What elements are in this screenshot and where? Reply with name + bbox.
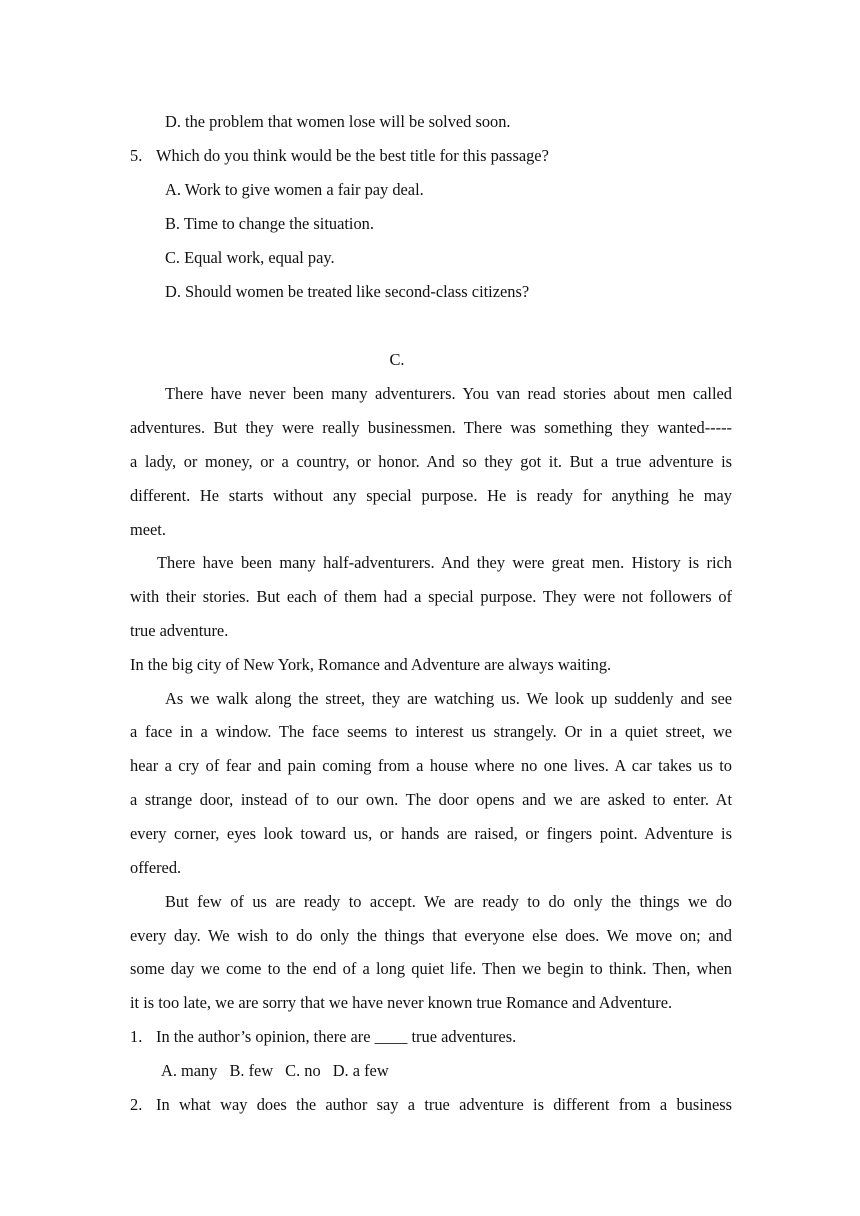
question-text: Which do you think would be the best title for this passage? (156, 146, 549, 165)
question-text: In what way does the author say a true adventure is different from a business (156, 1095, 732, 1114)
passage-line: every corner, eyes look toward us, or hands are raised, or fingers point. Adventure is (130, 824, 732, 843)
question-1 (130, 1027, 732, 1047)
passage-line: some day we come to the end of a long quiet life. Then we begin to think. Then, when (130, 959, 732, 978)
q1-option-a: A. many (161, 1061, 218, 1080)
q5-option-b: B. Time to change the situation. (165, 214, 374, 233)
section-heading: C. (389, 350, 405, 369)
passage-line: But few of us are ready to accept. We are ready to do only the things we do (165, 892, 732, 911)
passage-line: every day. We wish to do only the things that everyone else does. We move on; and (130, 926, 732, 945)
passage-line: As we walk along the street, they are watching us. We look up suddenly and see (165, 689, 732, 708)
passage-line: There have been many half-adventurers. And they were great men. History is rich (157, 553, 732, 572)
question-number: 5. (130, 146, 143, 165)
passage-line: with their stories. But each of them had a special purpose. They were not followers of (130, 587, 732, 606)
question-number: 1. (130, 1027, 143, 1046)
passage-line: a face in a window. The face seems to interest us strangely. Or in a quiet street, we (130, 722, 732, 741)
passage-line: adventures. But they were really businessmen. There was something they wanted----- (130, 418, 732, 437)
q4-option-d: D. the problem that women lose will be solved soon. (165, 112, 511, 131)
q5-option-d: D. Should women be treated like second-class citizens? (165, 282, 530, 301)
passage-line: a strange door, instead of to our own. The door opens and we are asked to enter. At (130, 790, 732, 809)
question-number: 2. (130, 1095, 143, 1114)
passage-line: offered. (130, 858, 182, 877)
question-5 (130, 146, 732, 166)
passage-line: hear a cry of fear and pain coming from a house where no one lives. A car takes us to (130, 756, 732, 775)
passage-line: true adventure. (130, 621, 229, 640)
question-text: In the author’s opinion, there are ____ true adventures. (156, 1027, 517, 1046)
q5-option-c: C. Equal work, equal pay. (165, 248, 335, 267)
passage-line: different. He starts without any special purpose. He is ready for anything he may (130, 486, 732, 505)
q1-option-b: B. few (229, 1061, 274, 1080)
q1-options (161, 1061, 732, 1081)
q1-option-d: D. a few (332, 1061, 389, 1080)
q1-option-c: C. no (285, 1061, 321, 1080)
passage-line: meet. (130, 520, 166, 539)
passage-line: There have never been many adventurers. You van read stories about men called (165, 384, 732, 403)
passage-line: a lady, or money, or a country, or honor. And so they got it. But a true adventure is (130, 452, 732, 471)
q5-option-a: A. Work to give women a fair pay deal. (165, 180, 424, 199)
passage-line: In the big city of New York, Romance and Adventure are always waiting. (130, 655, 612, 674)
question-2 (130, 1095, 732, 1115)
passage-line: it is too late, we are sorry that we have never known true Romance and Adventure. (130, 993, 673, 1012)
